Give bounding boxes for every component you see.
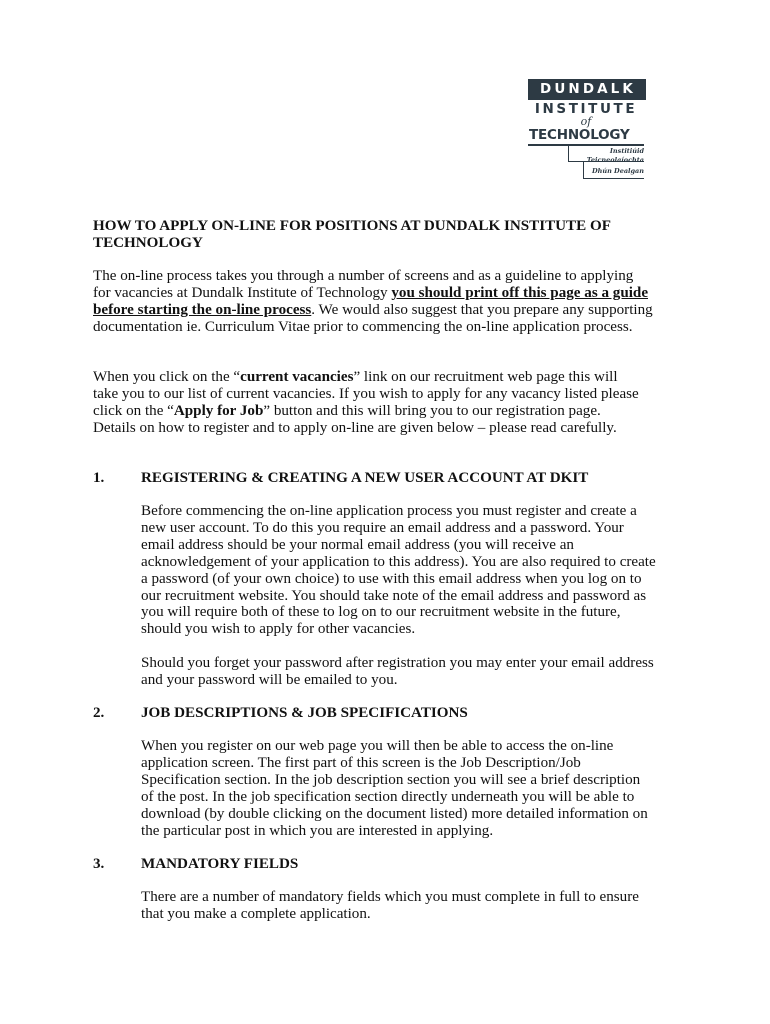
section-1-number: 1. [93,470,105,486]
intro-paragraph-1 [93,268,653,336]
intro-p1-underlined: you should print off this page as a guide before starting the on-line process [93,284,649,318]
section-3-paragraph-1: There are a number of mandatory fields which you must complete in full to ensure that you make a complete application. [141,889,639,922]
intro-p2-text-c: ” link on our recruitment web page this will take you to our list of current vacancies. If you wish to apply for any vacancy listed please click on the “ [93,369,639,419]
intro-p2-current-vacancies: current vacancies [240,369,354,385]
dkit-logo [528,79,646,181]
logo-line-dundalk: DUNDALK [540,81,636,97]
intro-p2-text-a: When you click on the “ [93,369,241,385]
logo-line-technology: TECHNOLOGY [529,127,630,143]
intro-p1-text-a: The on-line process takes you through a number of screens and as a guideline to applying for vacancies at Dundalk Institute of Technology [93,268,634,301]
logo-divider-vertical-1 [568,146,569,162]
intro-p1-text-b: . We would also suggest that you prepare any supporting documentation ie. Curriculum Vitae prior to commencing the on-line application process. [93,301,653,335]
logo-irish-line-2: Teicneolaíochta [586,156,644,164]
section-2-heading: JOB DESCRIPTIONS & JOB SPECIFICATIONS [141,705,468,721]
logo-line-of: of [580,115,592,128]
logo-line-institute: INSTITUTE [534,101,638,117]
section-1-paragraph-2: Should you forget your password after registration you may enter your email address and your password will be emailed to you. [141,655,654,688]
intro-p2-text-d: ” button and this will bring you to our registration page. Details on how to register and to apply on-line are given below – please read carefully. [93,402,617,436]
logo-divider-step-2 [583,178,644,179]
document-title: HOW TO APPLY ON-LINE FOR POSITIONS AT DUNDALK INSTITUTE OF TECHNOLOGY [93,218,611,251]
logo-divider-vertical-2 [583,162,584,179]
intro-p2-apply-for-job: Apply for Job [173,402,264,419]
logo-irish-line-3: Dhún Dealgan [591,167,644,175]
logo-divider-top [528,144,644,146]
section-2-paragraph-1: When you register on our web page you will then be able to access the on-line application screen. The first part of this screen is the Job Description/Job Specification section. In the job description section you will see a brief description of the post. In the job specification section directly underneath you will be able to download (by double clicking on the document listed) more detailed information on the particular post in which you are interested in applying. [141,738,648,839]
section-1-heading: REGISTERING & CREATING A NEW USER ACCOUNT AT DKIT [141,470,589,486]
logo-irish-line-1: Institiúid [609,147,644,155]
section-1-paragraph-1: Before commencing the on-line application process you must register and create a new user account. To do this you require an email address and a password. Your email address should be your normal email address (you will receive an acknowledgement of your application to this address). You are also required to create a password (of your own choice) to use with this email address when you log on to our recruitment website. You should take note of the email address and password as you will require both of these to log on to our recruitment website in the future, should you wish to apply for other vacancies. [141,503,656,638]
intro-paragraph-2 [93,369,641,437]
section-3-number: 3. [93,856,105,872]
section-2-number: 2. [93,705,105,721]
section-3-heading: MANDATORY FIELDS [141,856,299,872]
logo-banner [528,79,646,100]
